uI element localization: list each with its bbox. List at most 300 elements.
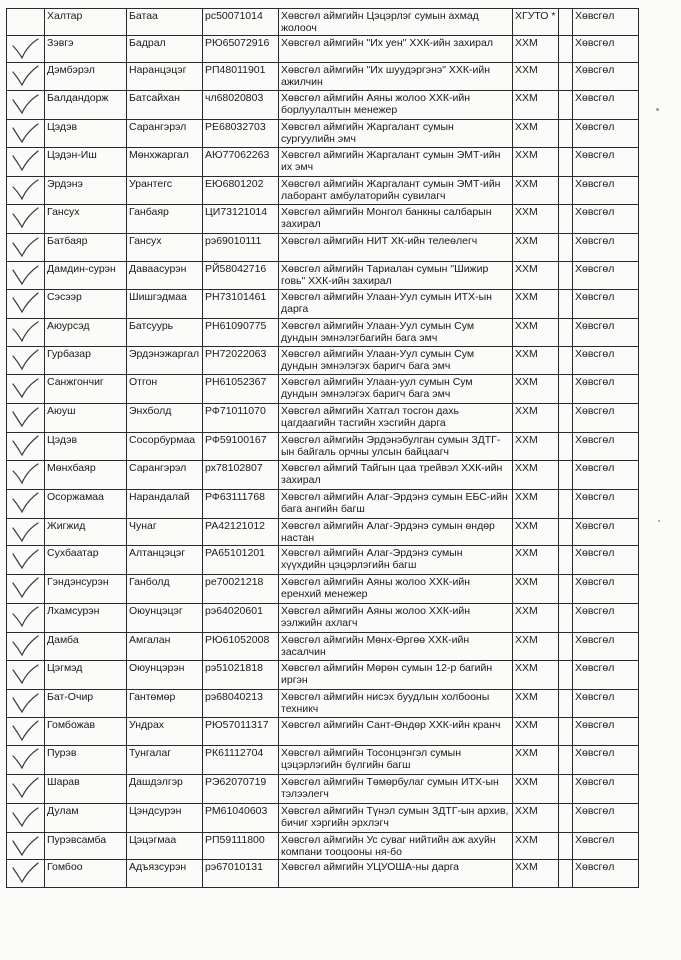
register-cell: рс50071014 [203, 9, 279, 36]
check-mark-icon [11, 150, 41, 172]
last-name-cell: Гурбазар [45, 347, 127, 375]
blank-cell [559, 804, 573, 833]
register-cell: рэ68040213 [203, 690, 279, 718]
first-name-cell: Энхболд [127, 404, 203, 433]
province-cell: Хөвсгөл [573, 234, 639, 262]
check-mark-icon [11, 492, 41, 514]
org-cell: ХХМ [513, 148, 559, 177]
table-row [7, 290, 639, 319]
check-cell [7, 804, 45, 833]
table-row [7, 404, 639, 433]
province-cell: Хөвсгөл [573, 148, 639, 177]
blank-cell [559, 234, 573, 262]
first-name-cell: Даваасурэн [127, 262, 203, 290]
org-cell: ХГУТО * [513, 9, 559, 36]
check-cell [7, 519, 45, 546]
table-row [7, 347, 639, 375]
register-cell: РН72022063 [203, 347, 279, 375]
first-name-cell: Цэцэгмаа [127, 833, 203, 860]
province-cell: Хөвсгөл [573, 718, 639, 746]
blank-cell [559, 433, 573, 461]
province-cell: Хөвсгөл [573, 575, 639, 604]
province-cell: Хөвсгөл [573, 633, 639, 661]
org-cell: ХХМ [513, 91, 559, 120]
register-cell: РА42121012 [203, 519, 279, 546]
province-cell: Хөвсгөл [573, 404, 639, 433]
candidate-table [6, 8, 639, 888]
register-cell: РФ71011070 [203, 404, 279, 433]
org-cell: ХХМ [513, 404, 559, 433]
check-mark-icon [11, 377, 41, 399]
org-cell: ХХМ [513, 262, 559, 290]
province-cell: Хөвсгөл [573, 433, 639, 461]
last-name-cell: Цэдэв [45, 120, 127, 148]
province-cell: Хөвсгөл [573, 519, 639, 546]
table-row [7, 718, 639, 746]
first-name-cell: Амгалан [127, 633, 203, 661]
table-row [7, 375, 639, 404]
last-name-cell: Сэсээр [45, 290, 127, 319]
province-cell: Хөвсгөл [573, 860, 639, 888]
last-name-cell: Пурэв [45, 746, 127, 775]
table-row [7, 804, 639, 833]
province-cell: Хөвсгөл [573, 804, 639, 833]
register-cell: РФ63111768 [203, 490, 279, 519]
position-cell: Хөвсгөл аймгийн Аяны жолоо ХХК-ийн ээлжийн ахлагч [279, 604, 513, 633]
first-name-cell: Сарангэрэл [127, 461, 203, 490]
check-mark-icon [11, 692, 41, 714]
first-name-cell: Бадрал [127, 36, 203, 63]
org-cell: ХХМ [513, 604, 559, 633]
province-cell: Хөвсгөл [573, 290, 639, 319]
check-cell [7, 120, 45, 148]
table-row [7, 9, 639, 36]
org-cell: ХХМ [513, 746, 559, 775]
first-name-cell: Отгон [127, 375, 203, 404]
check-mark-icon [11, 122, 41, 144]
register-cell: РЮ61052008 [203, 633, 279, 661]
check-mark-icon [11, 606, 41, 628]
first-name-cell: Чунаг [127, 519, 203, 546]
position-cell: Хөвсгөл аймгийн Түнэл сумын ЗДТГ-ын архив, бичиг хэргийн эрхлэгч [279, 804, 513, 833]
table-row [7, 490, 639, 519]
org-cell: ХХМ [513, 375, 559, 404]
check-cell [7, 490, 45, 519]
register-cell: РФ59100167 [203, 433, 279, 461]
position-cell: Хөвсгөл аймгийн Мөрөн сумын 12-р багийн иргэн [279, 661, 513, 690]
scan-speck [658, 520, 660, 522]
check-mark-icon [11, 806, 41, 828]
register-cell: РМ61040603 [203, 804, 279, 833]
position-cell: Хөвсгөл аймгийн "Их шуудэргэнэ" ХХК-ийн ажилчин [279, 63, 513, 91]
table-row [7, 205, 639, 234]
check-cell [7, 404, 45, 433]
check-mark-icon [11, 862, 41, 884]
org-cell: ХХМ [513, 63, 559, 91]
table-row [7, 833, 639, 860]
province-cell: Хөвсгөл [573, 661, 639, 690]
position-cell: Хөвсгөл аймгийн Алаг-Эрдэнэ сумын өндөр настан [279, 519, 513, 546]
org-cell: ХХМ [513, 661, 559, 690]
first-name-cell: Адъязсурэн [127, 860, 203, 888]
check-cell [7, 461, 45, 490]
register-cell: РЮ57011317 [203, 718, 279, 746]
position-cell: Хөвсгөл аймгийн Алаг-Эрдэнэ сумын ЕБС-ийн бага ангийн багш [279, 490, 513, 519]
last-name-cell: Аюурсэд [45, 319, 127, 347]
first-name-cell: Алтанцэцэг [127, 546, 203, 575]
last-name-cell: Гэндэнсурэн [45, 575, 127, 604]
blank-cell [559, 604, 573, 633]
check-cell [7, 860, 45, 888]
check-cell [7, 262, 45, 290]
check-mark-icon [11, 548, 41, 570]
org-cell: ХХМ [513, 490, 559, 519]
province-cell: Хөвсгөл [573, 319, 639, 347]
first-name-cell: Гантөмөр [127, 690, 203, 718]
last-name-cell: Бат-Очир [45, 690, 127, 718]
first-name-cell: Гансух [127, 234, 203, 262]
blank-cell [559, 319, 573, 347]
table-row [7, 519, 639, 546]
blank-cell [559, 375, 573, 404]
position-cell: Хөвсгөл аймгий Тайгын цаа трейвэл ХХК-ийн захирал [279, 461, 513, 490]
check-mark-icon [11, 577, 41, 599]
table-row [7, 319, 639, 347]
last-name-cell: Балдандорж [45, 91, 127, 120]
table-row [7, 91, 639, 120]
last-name-cell: Дэмбэрэл [45, 63, 127, 91]
province-cell: Хөвсгөл [573, 490, 639, 519]
org-cell: ХХМ [513, 234, 559, 262]
blank-cell [559, 833, 573, 860]
first-name-cell: Тунгалаг [127, 746, 203, 775]
org-cell: ХХМ [513, 546, 559, 575]
register-cell: РЙ58042716 [203, 262, 279, 290]
first-name-cell: Сарангэрэл [127, 120, 203, 148]
table-body [7, 9, 639, 888]
first-name-cell: Батаа [127, 9, 203, 36]
table-row [7, 461, 639, 490]
blank-cell [559, 9, 573, 36]
first-name-cell: Цэндсурэн [127, 804, 203, 833]
check-cell [7, 775, 45, 804]
position-cell: Хөвсгөл аймгийн Алаг-Эрдэнэ сумын хүүхдийн цэцэрлэгийн багш [279, 546, 513, 575]
position-cell: Хөвсгөл аймгийн Жаргалант сумын ЭМТ-ийн их эмч [279, 148, 513, 177]
last-name-cell: Сухбаатар [45, 546, 127, 575]
register-cell: ре70021218 [203, 575, 279, 604]
blank-cell [559, 461, 573, 490]
position-cell: Хөвсгөл аймгийн Улаан-уул сумын Сум дундын эмнэлэгэх баригч бага эмч [279, 375, 513, 404]
table-row [7, 661, 639, 690]
register-cell: ЕЮ6801202 [203, 177, 279, 205]
position-cell: Хөвсгөл аймгийн Сант-Өндөр ХХК-ийн кранч [279, 718, 513, 746]
blank-cell [559, 519, 573, 546]
blank-cell [559, 575, 573, 604]
check-mark-icon [11, 835, 41, 857]
province-cell: Хөвсгөл [573, 347, 639, 375]
position-cell: Хөвсгөл аймгийн Улаан-Уул сумын Сум дундын эмнэлэгбагийн бага эмч [279, 319, 513, 347]
org-cell: ХХМ [513, 860, 559, 888]
position-cell: Хөвсгөл аймгийн Хатгал тосгон дахь цагдаагийн тасгийн хэсгийн дарга [279, 404, 513, 433]
table-row [7, 746, 639, 775]
check-cell [7, 9, 45, 36]
first-name-cell: Эрдэнэжаргал [127, 347, 203, 375]
province-cell: Хөвсгөл [573, 63, 639, 91]
province-cell: Хөвсгөл [573, 91, 639, 120]
check-mark-icon [11, 521, 41, 543]
check-cell [7, 234, 45, 262]
check-mark-icon [11, 435, 41, 457]
check-mark-icon [11, 207, 41, 229]
first-name-cell: Оюунцэрэн [127, 661, 203, 690]
blank-cell [559, 63, 573, 91]
blank-cell [559, 148, 573, 177]
check-cell [7, 833, 45, 860]
check-cell [7, 319, 45, 347]
org-cell: ХХМ [513, 120, 559, 148]
check-mark-icon [11, 720, 41, 742]
province-cell: Хөвсгөл [573, 120, 639, 148]
blank-cell [559, 746, 573, 775]
last-name-cell: Гомбоо [45, 860, 127, 888]
last-name-cell: Зэвгэ [45, 36, 127, 63]
register-cell: РН61090775 [203, 319, 279, 347]
province-cell: Хөвсгөл [573, 177, 639, 205]
org-cell: ХХМ [513, 690, 559, 718]
last-name-cell: Эрдэнэ [45, 177, 127, 205]
position-cell: Хөвсгөл аймгийн Аяны жолоо ХХК-ийн еренхий менежер [279, 575, 513, 604]
register-cell: рэ67010131 [203, 860, 279, 888]
position-cell: Хөвсгөл аймгийн нисэх буудлын холбооны техникч [279, 690, 513, 718]
position-cell: Хөвсгөл аймгийн Эрдэнэбулган сумын ЗДТГ-ын байгаль орчны улсын байцаагч [279, 433, 513, 461]
org-cell: ХХМ [513, 461, 559, 490]
blank-cell [559, 262, 573, 290]
register-cell: рэ51021818 [203, 661, 279, 690]
register-cell: АЮ77062263 [203, 148, 279, 177]
position-cell: Хөвсгөл аймгийн НИТ ХК-ийн телеөлегч [279, 234, 513, 262]
org-cell: ХХМ [513, 519, 559, 546]
table-row [7, 262, 639, 290]
check-cell [7, 91, 45, 120]
org-cell: ХХМ [513, 347, 559, 375]
table-row [7, 120, 639, 148]
check-mark-icon [11, 777, 41, 799]
table-row [7, 690, 639, 718]
table-row [7, 604, 639, 633]
org-cell: ХХМ [513, 775, 559, 804]
check-cell [7, 375, 45, 404]
position-cell: Хөвсгөл аймгийн Улаан-Уул сумын Сум дундын эмнэлэгэх баригч бага эмч [279, 347, 513, 375]
first-name-cell: Мөнхжаргал [127, 148, 203, 177]
org-cell: ХХМ [513, 290, 559, 319]
register-cell: РЭ62070719 [203, 775, 279, 804]
check-cell [7, 661, 45, 690]
blank-cell [559, 91, 573, 120]
position-cell: Хөвсгөл аймгийн Жаргалант сумын ЭМТ-ийн лаборант амбулаторийн сувилагч [279, 177, 513, 205]
check-cell [7, 63, 45, 91]
province-cell: Хөвсгөл [573, 9, 639, 36]
org-cell: ХХМ [513, 833, 559, 860]
position-cell: Хөвсгөл аймгийн Цэцэрлэг сумын ахмад жолооч [279, 9, 513, 36]
first-name-cell: Ганболд [127, 575, 203, 604]
table-row [7, 433, 639, 461]
first-name-cell: Наранцэцэг [127, 63, 203, 91]
blank-cell [559, 347, 573, 375]
register-cell: РА65101201 [203, 546, 279, 575]
register-cell: РН73101461 [203, 290, 279, 319]
first-name-cell: Ундрах [127, 718, 203, 746]
last-name-cell: Гомбожав [45, 718, 127, 746]
last-name-cell: Цэдэв [45, 433, 127, 461]
blank-cell [559, 718, 573, 746]
first-name-cell: Нарандалай [127, 490, 203, 519]
last-name-cell: Жигжид [45, 519, 127, 546]
first-name-cell: Батсуурь [127, 319, 203, 347]
org-cell: ХХМ [513, 319, 559, 347]
check-mark-icon [11, 748, 41, 770]
position-cell: Хөвсгөл аймгийн Мөнх-Өргөө ХХК-ийн засалчин [279, 633, 513, 661]
last-name-cell: Лхамсурэн [45, 604, 127, 633]
first-name-cell: Дашдэлгэр [127, 775, 203, 804]
check-mark-icon [11, 349, 41, 371]
check-cell [7, 633, 45, 661]
province-cell: Хөвсгөл [573, 833, 639, 860]
position-cell: Хөвсгөл аймгийн Тосонцэнгэл сумын цэцэрлэгийн бүлгийн багш [279, 746, 513, 775]
province-cell: Хөвсгөл [573, 375, 639, 404]
blank-cell [559, 633, 573, 661]
check-cell [7, 575, 45, 604]
position-cell: Хөвсгөл аймгийн Улаан-Уул сумын ИТХ-ын дарга [279, 290, 513, 319]
check-mark-icon [11, 663, 41, 685]
check-cell [7, 347, 45, 375]
table-row [7, 633, 639, 661]
blank-cell [559, 546, 573, 575]
check-mark-icon [11, 406, 41, 428]
check-cell [7, 177, 45, 205]
province-cell: Хөвсгөл [573, 205, 639, 234]
blank-cell [559, 404, 573, 433]
table-row [7, 63, 639, 91]
register-cell: ЦИ73121014 [203, 205, 279, 234]
register-cell: рэ64020601 [203, 604, 279, 633]
register-cell: РК61112704 [203, 746, 279, 775]
last-name-cell: Пурэвсамба [45, 833, 127, 860]
org-cell: ХХМ [513, 205, 559, 234]
first-name-cell: Сосорбурмаа [127, 433, 203, 461]
check-cell [7, 433, 45, 461]
first-name-cell: Оюунцэцэг [127, 604, 203, 633]
scan-speck [656, 108, 659, 111]
org-cell: ХХМ [513, 575, 559, 604]
last-name-cell: Дамба [45, 633, 127, 661]
org-cell: ХХМ [513, 433, 559, 461]
org-cell: ХХМ [513, 36, 559, 63]
blank-cell [559, 490, 573, 519]
table-row [7, 177, 639, 205]
check-cell [7, 36, 45, 63]
last-name-cell: Дулам [45, 804, 127, 833]
province-cell: Хөвсгөл [573, 690, 639, 718]
check-mark-icon [11, 635, 41, 657]
blank-cell [559, 690, 573, 718]
first-name-cell: Батсайхан [127, 91, 203, 120]
register-cell: РН61052367 [203, 375, 279, 404]
check-cell [7, 290, 45, 319]
check-mark-icon [11, 264, 41, 286]
register-cell: рэ69010111 [203, 234, 279, 262]
blank-cell [559, 661, 573, 690]
check-cell [7, 205, 45, 234]
check-mark-icon [11, 38, 41, 60]
province-cell: Хөвсгөл [573, 775, 639, 804]
register-cell: РЕ68032703 [203, 120, 279, 148]
check-cell [7, 690, 45, 718]
position-cell: Хөвсгөл аймгийн "Их уен" ХХК-ийн захирал [279, 36, 513, 63]
blank-cell [559, 775, 573, 804]
blank-cell [559, 36, 573, 63]
check-cell [7, 148, 45, 177]
blank-cell [559, 860, 573, 888]
org-cell: ХХМ [513, 804, 559, 833]
last-name-cell: Батбаяр [45, 234, 127, 262]
province-cell: Хөвсгөл [573, 604, 639, 633]
check-mark-icon [11, 321, 41, 343]
check-cell [7, 718, 45, 746]
position-cell: Хөвсгөл аймгийн Монгол банкны салбарын захирал [279, 205, 513, 234]
table-row [7, 775, 639, 804]
table-row [7, 148, 639, 177]
register-cell: РЮ65072916 [203, 36, 279, 63]
table-row [7, 575, 639, 604]
last-name-cell: Дамдин-сурэн [45, 262, 127, 290]
register-cell: рх78102807 [203, 461, 279, 490]
check-mark-icon [11, 292, 41, 314]
first-name-cell: Урантегс [127, 177, 203, 205]
org-cell: ХХМ [513, 633, 559, 661]
last-name-cell: Шарав [45, 775, 127, 804]
last-name-cell: Гансух [45, 205, 127, 234]
last-name-cell: Осоржамаа [45, 490, 127, 519]
table-row [7, 36, 639, 63]
check-cell [7, 746, 45, 775]
position-cell: Хөвсгөл аймгийн Ус суваг нийтийн аж ахуйн компани тооцооны ня-бо [279, 833, 513, 860]
province-cell: Хөвсгөл [573, 746, 639, 775]
first-name-cell: Ганбаяр [127, 205, 203, 234]
register-cell: РП59111800 [203, 833, 279, 860]
last-name-cell: Цэдэн-Иш [45, 148, 127, 177]
last-name-cell: Мөнхбаяр [45, 461, 127, 490]
province-cell: Хөвсгөл [573, 461, 639, 490]
table-row [7, 546, 639, 575]
table-row [7, 860, 639, 888]
last-name-cell: Санжгончиг [45, 375, 127, 404]
blank-cell [559, 205, 573, 234]
check-mark-icon [11, 179, 41, 201]
check-cell [7, 546, 45, 575]
org-cell: ХХМ [513, 718, 559, 746]
blank-cell [559, 290, 573, 319]
last-name-cell: Аюуш [45, 404, 127, 433]
first-name-cell: Шишгэдмаа [127, 290, 203, 319]
check-mark-icon [11, 93, 41, 115]
check-mark-icon [11, 236, 41, 258]
position-cell: Хөвсгөл аймгийн Жаргалант сумын сургуулийн эмч [279, 120, 513, 148]
blank-cell [559, 177, 573, 205]
blank-cell [559, 120, 573, 148]
check-mark-icon [11, 65, 41, 87]
org-cell: ХХМ [513, 177, 559, 205]
province-cell: Хөвсгөл [573, 262, 639, 290]
